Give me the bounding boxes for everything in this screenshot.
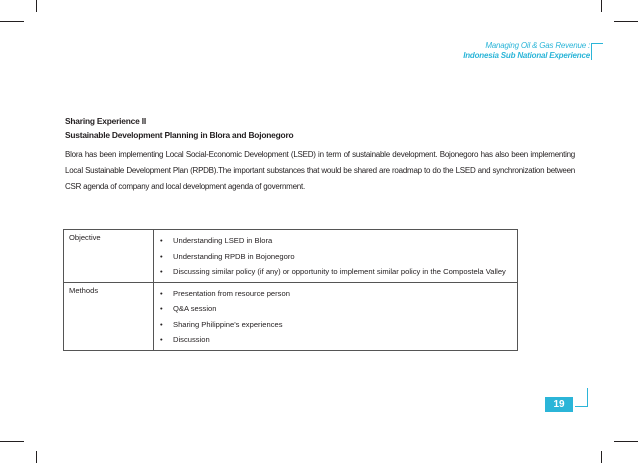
list-item <box>159 249 513 265</box>
list-item-text: Discussing similar policy (if any) or opportunity to implement similar policy in the Compostela Valley <box>173 267 506 276</box>
row-content <box>154 230 518 283</box>
row-content <box>154 282 518 350</box>
running-header-subtitle: Indonesia Sub National Experience <box>463 51 590 60</box>
list-item <box>159 301 513 317</box>
bullet-icon: • <box>160 319 163 329</box>
crop-mark <box>601 451 602 463</box>
bullet-icon: • <box>160 251 163 261</box>
page-number-rule <box>587 388 588 407</box>
table-row <box>64 282 518 350</box>
list-item-text: Sharing Philippine's experiences <box>173 319 283 329</box>
page-number-rule <box>575 406 587 407</box>
list-item-text: Q&A session <box>173 304 217 313</box>
bullet-list <box>159 233 513 280</box>
crop-mark <box>614 441 638 442</box>
list-item-text: Understanding LSED in Blora <box>173 236 273 245</box>
crop-mark <box>614 21 638 22</box>
list-item <box>159 286 513 302</box>
body-paragraph: Blora has been implementing Local Social-Economic Development (LSED) in term of sustainable development. Bojonegoro has also been implementing Local Sustainable Development Plan (RPDB).The important substances that would be shared are roadmap to do the LSED and synchronization between CSR agenda of company and local development agenda of government. <box>65 150 575 191</box>
row-label: Objective <box>64 230 154 283</box>
header-rule <box>591 43 592 60</box>
list-item <box>159 317 513 333</box>
list-item-text: Presentation from resource person <box>173 288 290 298</box>
bullet-icon: • <box>160 288 163 298</box>
page-number: 19 <box>545 397 573 412</box>
crop-mark <box>601 0 602 12</box>
bullet-list <box>159 286 513 348</box>
bullet-icon: • <box>160 267 163 276</box>
objectives-table <box>63 229 518 351</box>
crop-mark <box>36 451 37 463</box>
list-item <box>159 233 513 249</box>
bullet-icon: • <box>160 236 163 245</box>
section-title: Sharing Experience II <box>65 116 146 126</box>
list-item <box>159 332 513 348</box>
list-item <box>159 264 513 280</box>
bullet-icon: • <box>160 304 163 313</box>
list-item-text: Discussion <box>173 335 210 344</box>
crop-mark <box>0 441 24 442</box>
bullet-icon: • <box>160 335 163 344</box>
table-row <box>64 230 518 283</box>
section-subtitle: Sustainable Development Planning in Blora and Bojonegoro <box>65 130 294 140</box>
header-rule <box>591 43 603 44</box>
running-header-title: Managing Oil & Gas Revenue : <box>485 41 590 50</box>
row-label: Methods <box>64 282 154 350</box>
crop-mark <box>36 0 37 12</box>
crop-mark <box>0 21 24 22</box>
list-item-text: Understanding RPDB in Bojonegoro <box>173 251 295 261</box>
